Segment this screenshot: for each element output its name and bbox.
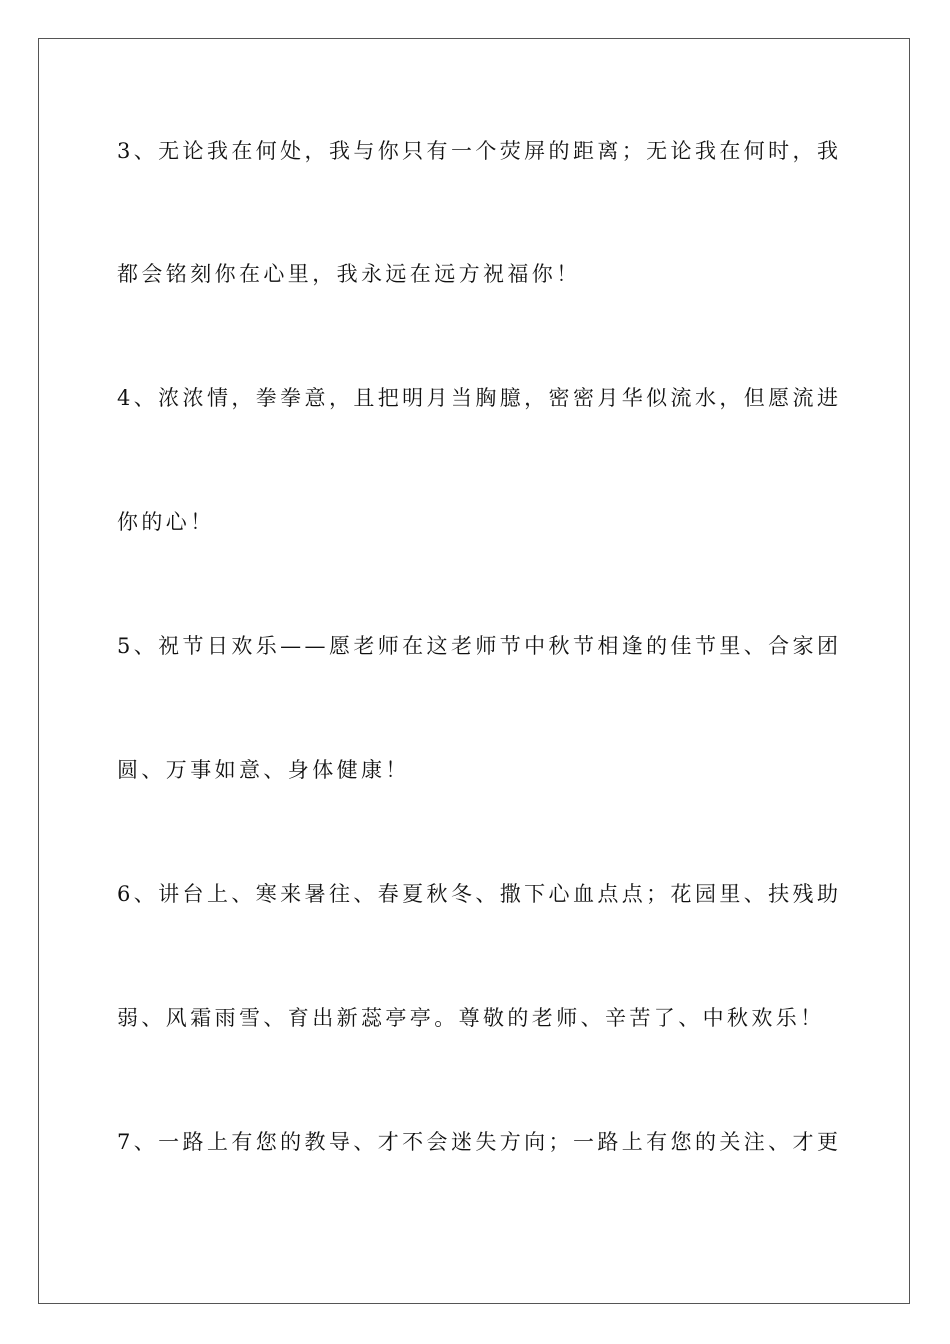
text-line-3: 4、浓浓情，拳拳意，且把明月当胸臆，密密月华似流水，但愿流进 xyxy=(117,386,842,410)
text-line-1: 3、无论我在何处，我与你只有一个荧屏的距离；无论我在何时，我 xyxy=(117,139,842,163)
text-line-2: 都会铭刻你在心里，我永远在远方祝福你！ xyxy=(117,262,581,286)
text-line-7: 6、讲台上、寒来暑往、春夏秋冬、撒下心血点点；花园里、扶残助 xyxy=(117,882,842,906)
text-line-4: 你的心！ xyxy=(117,510,215,534)
page-frame xyxy=(38,38,910,1304)
text-line-6: 圆、万事如意、身体健康！ xyxy=(117,758,410,782)
text-line-8: 弱、风霜雨雪、育出新蕊亭亭。尊敬的老师、辛苦了、中秋欢乐！ xyxy=(117,1006,825,1030)
text-line-9: 7、一路上有您的教导、才不会迷失方向；一路上有您的关注、才更 xyxy=(117,1130,842,1154)
text-line-5: 5、祝节日欢乐——愿老师在这老师节中秋节相逢的佳节里、合家团 xyxy=(117,634,842,658)
